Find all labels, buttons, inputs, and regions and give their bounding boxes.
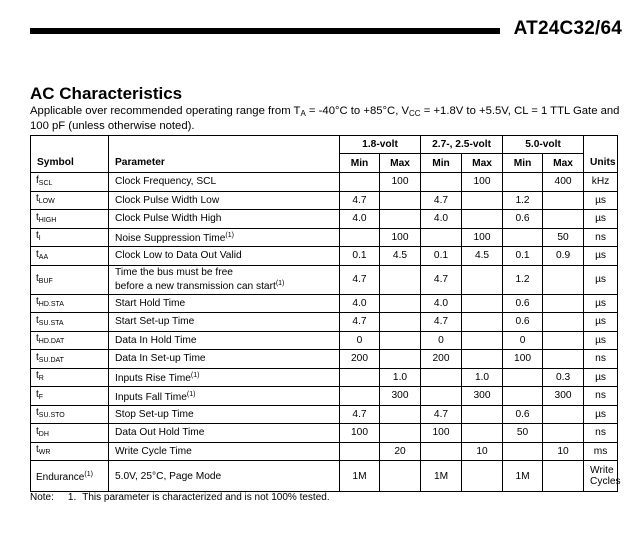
units-text: µs: [595, 408, 607, 420]
symbol-subscript: SCL: [38, 179, 53, 187]
max-value-cell: [462, 461, 503, 492]
footnote-ref: (1): [190, 372, 200, 380]
units-cell: [584, 294, 618, 313]
max-value-cell: [380, 350, 421, 369]
header-max: Max: [462, 154, 503, 173]
symbol-subscript: SU.STA: [38, 319, 64, 327]
symbol-subscript: I: [38, 235, 41, 243]
max-value-cell: [543, 191, 584, 210]
max-value-cell: 300: [462, 387, 503, 406]
header-row-columns: [31, 154, 618, 173]
parameter-cell: [109, 387, 340, 406]
parameter-text: Clock Pulse Width Low: [115, 194, 220, 206]
header-min: Min: [340, 154, 380, 173]
min-value-cell: [340, 368, 380, 387]
max-value-cell: [380, 210, 421, 229]
max-value-cell: [380, 313, 421, 332]
header-group-2-7v: 2.7-, 2.5-volt: [421, 136, 503, 154]
units-text: ns: [595, 353, 606, 365]
min-value-cell: 0.1: [503, 247, 543, 266]
symbol-letter: Endurance: [36, 472, 85, 483]
min-value-cell: 4.7: [340, 405, 380, 424]
footnote-ref: (1): [84, 471, 93, 478]
symbol-letter: t: [36, 444, 39, 456]
min-value-cell: 4.7: [421, 405, 462, 424]
units-cell: [584, 265, 618, 294]
min-value-cell: 100: [421, 424, 462, 443]
max-value-cell: 100: [380, 173, 421, 192]
units-cell: [584, 350, 618, 369]
min-value-cell: 4.7: [421, 191, 462, 210]
min-value-cell: 4.7: [340, 313, 380, 332]
min-value-cell: [503, 228, 543, 247]
units-text: µs: [595, 213, 607, 225]
min-value-cell: 0.1: [340, 247, 380, 266]
symbol-subscript: WR: [38, 449, 51, 457]
units-text: µs: [595, 297, 607, 309]
max-value-cell: 50: [543, 228, 584, 247]
min-value-cell: 1M: [503, 461, 543, 492]
symbol-cell: [31, 173, 109, 192]
max-value-cell: [543, 405, 584, 424]
max-value-cell: [462, 265, 503, 294]
symbol-letter: t: [36, 407, 39, 419]
min-value-cell: 4.7: [421, 265, 462, 294]
table-row: [31, 173, 618, 192]
symbol-letter: t: [36, 248, 39, 260]
parameter-text: Noise Suppression Time: [115, 233, 226, 245]
min-value-cell: 0.6: [503, 210, 543, 229]
units-cell: [584, 247, 618, 266]
parameter-text: Data In Hold Time: [115, 334, 197, 346]
units-text: ns: [595, 390, 606, 402]
symbol-cell: [31, 350, 109, 369]
max-value-cell: 1.0: [462, 368, 503, 387]
max-value-cell: 100: [462, 173, 503, 192]
symbol-cell: [31, 265, 109, 294]
parameter-cell: [109, 294, 340, 313]
units-text: ms: [593, 445, 608, 457]
symbol-cell: [31, 247, 109, 266]
header-units: Units: [584, 154, 618, 173]
units-text: ns: [595, 231, 606, 243]
max-value-cell: 10: [543, 442, 584, 461]
parameter-cell: [109, 191, 340, 210]
symbol-subscript: LOW: [38, 198, 55, 206]
footnote-ref: (1): [275, 280, 285, 287]
header-blank-parameter: [109, 136, 340, 154]
max-value-cell: [462, 210, 503, 229]
units-cell: [584, 461, 621, 492]
parameter-text: Clock Pulse Width High: [115, 213, 222, 225]
min-value-cell: 4.7: [340, 265, 380, 294]
header-blank-symbol: [31, 136, 109, 154]
table-row: [31, 387, 618, 406]
symbol-letter: t: [36, 314, 39, 326]
max-value-cell: [462, 331, 503, 350]
units-cell: [584, 331, 618, 350]
header-parameter: Parameter: [109, 154, 340, 173]
units-cell: [584, 173, 618, 192]
parameter-text: Write Cycle Time: [115, 445, 192, 457]
max-value-cell: 300: [543, 387, 584, 406]
symbol-cell: [31, 331, 109, 350]
header-row-groups: [31, 136, 618, 154]
units-cell: [584, 191, 618, 210]
min-value-cell: 200: [340, 350, 380, 369]
symbol-subscript: HD.STA: [38, 301, 64, 309]
parameter-text: Clock Low to Data Out Valid: [115, 250, 242, 262]
parameter-text: Time the bus must be free: [115, 267, 233, 278]
table-row: [31, 405, 618, 424]
parameter-text: Inputs Rise Time: [115, 373, 191, 385]
min-value-cell: 100: [503, 350, 543, 369]
symbol-letter: t: [36, 230, 39, 242]
max-value-cell: 0.9: [543, 247, 584, 266]
min-value-cell: [340, 387, 380, 406]
min-value-cell: [503, 173, 543, 192]
max-value-cell: 100: [380, 228, 421, 247]
table-row: [31, 265, 618, 294]
table-row: [31, 247, 618, 266]
min-value-cell: 0: [503, 331, 543, 350]
min-value-cell: 0.6: [503, 313, 543, 332]
symbol-subscript: DH: [38, 430, 49, 438]
max-value-cell: [543, 424, 584, 443]
header-group-5-0v: 5.0-volt: [503, 136, 584, 154]
max-value-cell: [462, 294, 503, 313]
max-value-cell: [543, 294, 584, 313]
symbol-cell: [31, 210, 109, 229]
footnote: Note: 1. This parameter is characterized and is not 100% tested.: [30, 492, 330, 503]
min-value-cell: 100: [340, 424, 380, 443]
units-text: µs: [595, 334, 607, 346]
max-value-cell: [380, 405, 421, 424]
footnote-ref: (1): [186, 390, 196, 398]
header-min: Min: [421, 154, 462, 173]
min-value-cell: 200: [421, 350, 462, 369]
max-value-cell: [380, 331, 421, 350]
max-value-cell: [462, 405, 503, 424]
table-row: [31, 210, 618, 229]
table-body: [31, 173, 621, 492]
parameter-cell: [109, 350, 340, 369]
min-value-cell: 1M: [340, 461, 380, 492]
symbol-subscript: HD.DAT: [38, 338, 65, 346]
max-value-cell: 20: [380, 442, 421, 461]
table-row: [31, 368, 618, 387]
max-value-cell: [462, 191, 503, 210]
max-value-cell: [543, 210, 584, 229]
parameter-text: Stop Set-up Time: [115, 408, 194, 420]
min-value-cell: 4.0: [340, 210, 380, 229]
units-cell: [584, 228, 618, 247]
table-row: [31, 350, 618, 369]
parameter-cell: [109, 313, 340, 332]
parameter-cell: [109, 461, 340, 492]
symbol-cell: [31, 313, 109, 332]
parameter-text-line2: before a new transmission can start: [115, 281, 276, 292]
min-value-cell: 0.6: [503, 294, 543, 313]
max-value-cell: [380, 461, 421, 492]
footnote-ref: (1): [225, 232, 234, 240]
header-group-1-8v: 1.8-volt: [340, 136, 421, 154]
min-value-cell: 50: [503, 424, 543, 443]
symbol-letter: t: [36, 351, 39, 363]
min-value-cell: [421, 442, 462, 461]
units-cell: [584, 387, 618, 406]
symbol-subscript: AA: [38, 253, 49, 261]
symbol-cell: [31, 368, 109, 387]
ac-characteristics-table: [30, 135, 621, 492]
symbol-letter: t: [36, 333, 39, 345]
min-value-cell: [421, 368, 462, 387]
header-max: Max: [543, 154, 584, 173]
symbol-cell: [31, 228, 109, 247]
min-value-cell: [503, 368, 543, 387]
max-value-cell: 4.5: [462, 247, 503, 266]
parameter-text: Data Out Hold Time: [115, 427, 205, 439]
document-title: AT24C32/64: [513, 18, 622, 39]
min-value-cell: [340, 228, 380, 247]
symbol-subscript: SU.DAT: [38, 356, 64, 364]
units-cell: [584, 405, 618, 424]
min-value-cell: 4.0: [421, 294, 462, 313]
parameter-cell: [109, 405, 340, 424]
symbol-letter: t: [36, 370, 39, 382]
table-row: [31, 294, 618, 313]
max-value-cell: [380, 265, 421, 294]
symbol-cell: [31, 442, 109, 461]
min-value-cell: 1.2: [503, 191, 543, 210]
header-blank-units: [584, 136, 618, 154]
parameter-cell: [109, 247, 340, 266]
max-value-cell: [543, 265, 584, 294]
units-text: µs: [595, 316, 607, 328]
units-text: µs: [595, 274, 607, 285]
max-value-cell: [543, 461, 584, 492]
max-value-cell: 400: [543, 173, 584, 192]
max-value-cell: [380, 424, 421, 443]
min-value-cell: [421, 228, 462, 247]
symbol-subscript: SU.STO: [38, 412, 65, 420]
parameter-cell: [109, 424, 340, 443]
min-value-cell: 1.2: [503, 265, 543, 294]
symbol-letter: t: [36, 388, 39, 400]
min-value-cell: 0.6: [503, 405, 543, 424]
parameter-text: 5.0V, 25°C, Page Mode: [115, 470, 222, 482]
parameter-text: Clock Frequency, SCL: [115, 176, 217, 188]
parameter-cell: [109, 331, 340, 350]
units-cell: [584, 210, 618, 229]
max-value-cell: 1.0: [380, 368, 421, 387]
units-text: Write: [590, 465, 614, 476]
max-value-cell: [380, 191, 421, 210]
symbol-cell: [31, 294, 109, 313]
min-value-cell: 0.1: [421, 247, 462, 266]
parameter-text: Data In Set-up Time: [115, 353, 206, 365]
max-value-cell: [462, 313, 503, 332]
table-row: [31, 424, 618, 443]
parameter-cell: [109, 228, 340, 247]
max-value-cell: [543, 331, 584, 350]
table-row: [31, 442, 618, 461]
max-value-cell: [462, 350, 503, 369]
min-value-cell: 4.0: [340, 294, 380, 313]
table-row: [31, 461, 618, 492]
symbol-letter: t: [36, 193, 39, 205]
symbol-cell: [31, 191, 109, 210]
min-value-cell: 0: [340, 331, 380, 350]
max-value-cell: 0.3: [543, 368, 584, 387]
symbol-subscript: HIGH: [38, 216, 57, 224]
table-row: [31, 191, 618, 210]
symbol-subscript: R: [38, 375, 44, 383]
min-value-cell: [503, 387, 543, 406]
min-value-cell: 1M: [421, 461, 462, 492]
symbol-letter: t: [36, 211, 39, 223]
symbol-subscript: F: [38, 393, 44, 401]
parameter-text: Start Set-up Time: [115, 316, 195, 328]
max-value-cell: 100: [462, 228, 503, 247]
max-value-cell: [543, 350, 584, 369]
parameter-cell: [109, 210, 340, 229]
max-value-cell: [543, 313, 584, 332]
table-row: [31, 228, 618, 247]
units-cell: [584, 442, 618, 461]
min-value-cell: [421, 173, 462, 192]
units-cell: [584, 313, 618, 332]
symbol-letter: f: [36, 174, 39, 186]
symbol-subscript: BUF: [38, 277, 53, 285]
min-value-cell: 4.7: [340, 191, 380, 210]
min-value-cell: 4.0: [421, 210, 462, 229]
header-rule: [30, 28, 500, 34]
units-text-line2: Cycles: [590, 476, 621, 487]
symbol-cell: [31, 387, 109, 406]
parameter-text: Inputs Fall Time: [115, 391, 187, 403]
parameter-cell: [109, 265, 340, 294]
max-value-cell: 10: [462, 442, 503, 461]
header-min: Min: [503, 154, 543, 173]
min-value-cell: [421, 387, 462, 406]
min-value-cell: 0: [421, 331, 462, 350]
table-row: [31, 313, 618, 332]
min-value-cell: [340, 173, 380, 192]
max-value-cell: [462, 424, 503, 443]
units-cell: [584, 424, 618, 443]
min-value-cell: [340, 442, 380, 461]
symbol-cell: [31, 405, 109, 424]
symbol-cell: [31, 424, 109, 443]
symbol-letter: t: [36, 272, 39, 284]
symbol-cell: [31, 461, 109, 492]
units-text: kHz: [591, 176, 610, 188]
parameter-cell: [109, 368, 340, 387]
units-text: ns: [595, 427, 606, 439]
max-value-cell: 300: [380, 387, 421, 406]
header-max: Max: [380, 154, 421, 173]
table-row: [31, 331, 618, 350]
section-title: AC Characteristics: [30, 84, 183, 103]
intro-text: Applicable over recommended operating range from $T_A = -40^\circ C$ to +85°C, $V_{CC} = +1.8V$ to +5.5V, CL = 1 TTL Gate and 100 pF (unless otherwise noted).: [30, 105, 620, 132]
max-value-cell: 4.5: [380, 247, 421, 266]
units-text: µs: [595, 371, 607, 383]
units-cell: [584, 368, 618, 387]
header-symbol: Symbol: [31, 154, 109, 173]
max-value-cell: [380, 294, 421, 313]
symbol-letter: t: [36, 296, 39, 308]
symbol-letter: t: [36, 425, 39, 437]
min-value-cell: [503, 442, 543, 461]
parameter-cell: [109, 173, 340, 192]
units-text: µs: [595, 250, 607, 262]
min-value-cell: 4.7: [421, 313, 462, 332]
parameter-text: Start Hold Time: [115, 297, 186, 309]
parameter-cell: [109, 442, 340, 461]
units-text: µs: [595, 194, 607, 206]
